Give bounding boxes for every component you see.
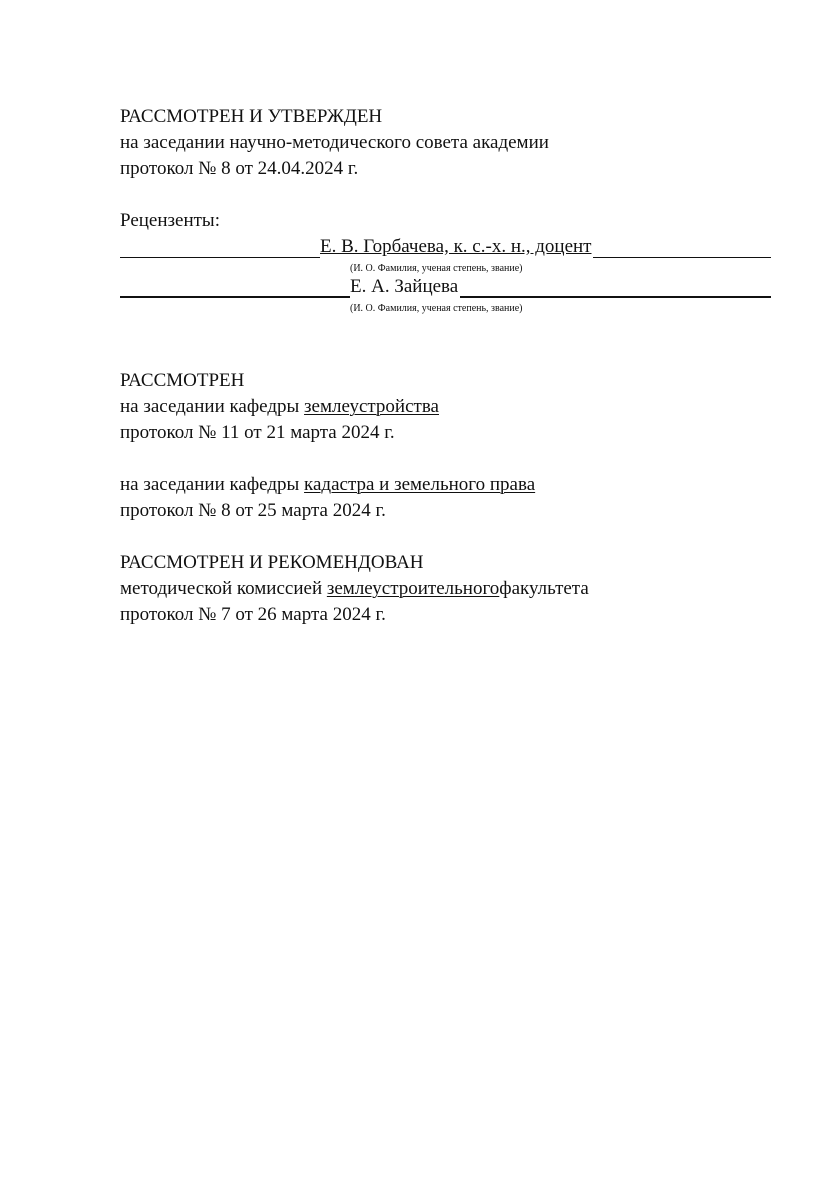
reviewer-2-hint: (И. О. Фамилия, ученая степень, звание) (350, 303, 523, 314)
reviewers-label: Рецензенты: (120, 210, 220, 231)
approved-council-line: на заседании научно-методического совета академии (120, 132, 549, 153)
reviewer-2-name: Е. А. Зайцева (350, 276, 459, 297)
recommended-prefix: методической комиссией (120, 578, 327, 599)
reviewed-dept1-line (120, 396, 439, 418)
recommended-heading: РАССМОТРЕН И РЕКОМЕНДОВАН (120, 552, 424, 573)
approved-protocol-line: протокол № 8 от 24.04.2024 г. (120, 158, 359, 179)
recommended-suffix: факультета (499, 578, 589, 599)
recommended-protocol: протокол № 7 от 26 марта 2024 г. (120, 604, 386, 625)
recommended-faculty: землеустроительного (326, 578, 500, 599)
reviewer-1-hint: (И. О. Фамилия, ученая степень, звание) (350, 263, 523, 274)
reviewed-dept1-name: землеустройства (304, 396, 439, 417)
reviewed-heading: РАССМОТРЕН (120, 370, 245, 391)
recommended-commission-line (120, 578, 589, 600)
reviewed-dept2-prefix: на заседании кафедры (120, 474, 305, 495)
approved-heading: РАССМОТРЕН И УТВЕРЖДЕН (120, 106, 383, 127)
reviewed-dept2-line (120, 474, 535, 496)
reviewer-1-name: Е. В. Горбачева, к. с.-х. н., доцент (320, 236, 592, 257)
reviewed-dept1-prefix: на заседании кафедры (120, 396, 305, 417)
reviewed-dept1-protocol: протокол № 11 от 21 марта 2024 г. (120, 422, 395, 443)
reviewed-dept2-name: кадастра и земельного права (304, 474, 536, 495)
reviewed-dept2-protocol: протокол № 8 от 25 марта 2024 г. (120, 500, 386, 521)
